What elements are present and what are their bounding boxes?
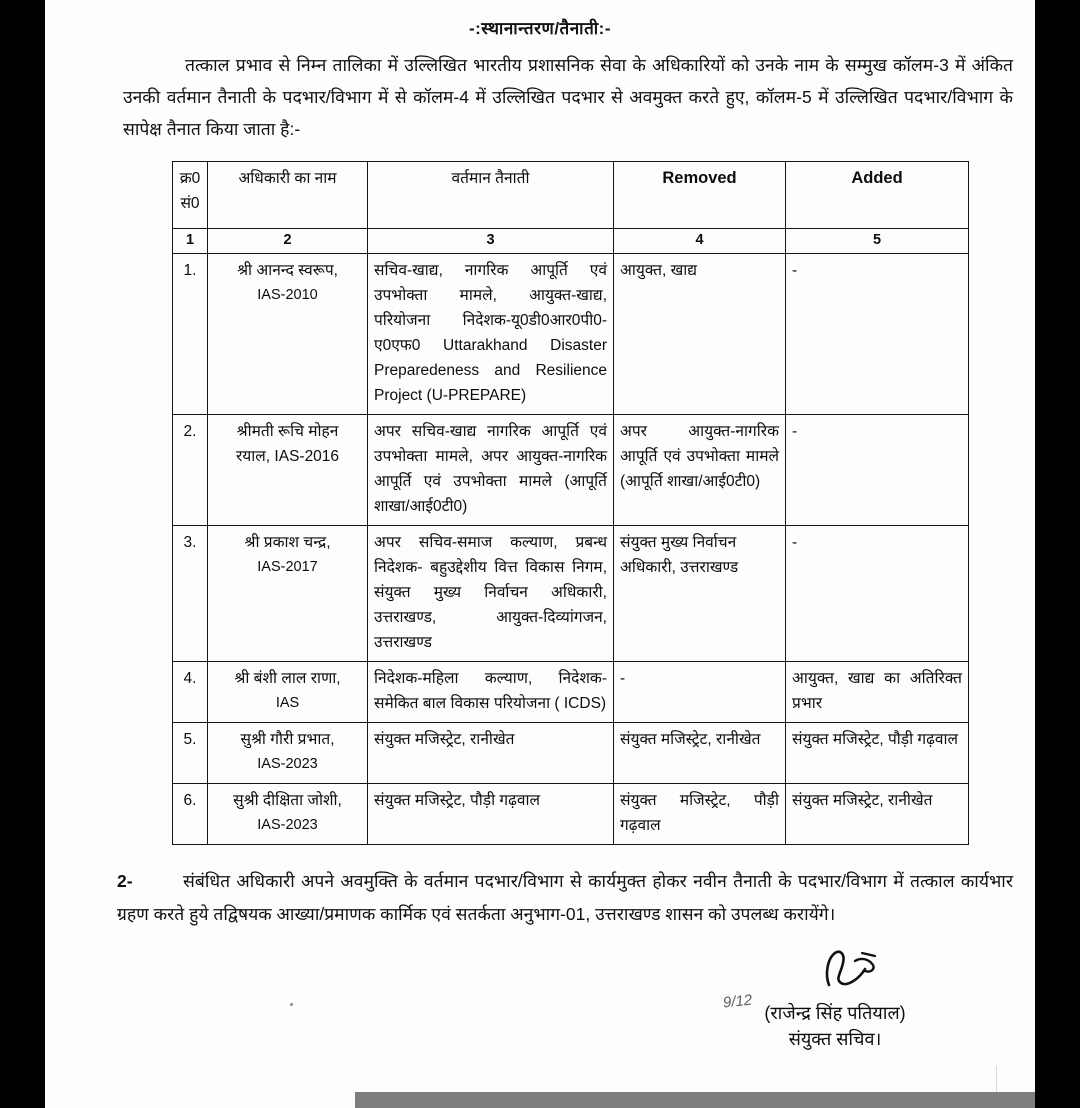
cell-current-posting: अपर सचिव-खाद्य नागरिक आपूर्ति एवं उपभोक्ता मामले, अपर आयुक्त-नागरिक आपूर्ति एवं उपभोक्ता मामले (आपूर्ति शाखा/आई0टी0) [368, 415, 614, 526]
clause-number: 2- [117, 871, 133, 891]
cell-officer [208, 784, 368, 845]
cell-added: - [786, 254, 969, 415]
officer-batch: IAS [275, 695, 300, 711]
transfer-table [172, 161, 969, 845]
column-header-current-posting: वर्तमान तैनाती [368, 162, 614, 229]
cell-officer [208, 415, 368, 526]
cell-added: आयुक्त, खाद्य का अतिरिक्त प्रभार [786, 662, 969, 723]
table-header-row [173, 162, 969, 229]
table-row [173, 415, 969, 526]
cell-removed: संयुक्त मजिस्ट्रेट, पौड़ी गढ़वाल [614, 784, 786, 845]
officer-batch: IAS-2023 [257, 817, 318, 833]
table-row [173, 784, 969, 845]
cell-current-posting: सचिव-खाद्य, नागरिक आपूर्ति एवं उपभोक्ता मामले, आयुक्त-खाद्य, परियोजना निदेशक-यू0डी0आर0पी0-ए0एफ0 Uttarakhand Disaster Preparedeness and Resilience Project (U-PREPARE) [368, 254, 614, 415]
closing-paragraph [117, 865, 1013, 931]
cell-removed: अपर आयुक्त-नागरिक आपूर्ति एवं उपभोक्ता मामले (आपूर्ति शाखा/आई0टी0) [614, 415, 786, 526]
column-number-4: 4 [614, 229, 786, 254]
officer-name: सुश्री दीक्षिता जोशी, [233, 792, 342, 809]
officer-batch: रयाल, IAS-2016 [235, 448, 340, 465]
column-header-removed: Removed [614, 162, 786, 229]
cell-current-posting: निदेशक-महिला कल्याण, निदेशक-समेकित बाल विकास परियोजना ( ICDS) [368, 662, 614, 723]
cell-added: संयुक्त मजिस्ट्रेट, पौड़ी गढ़वाल [786, 723, 969, 784]
cell-removed: संयुक्त मुख्य निर्वाचन अधिकारी, उत्तराखण्ड [614, 526, 786, 662]
transfer-table-wrapper [172, 161, 1013, 845]
cell-officer [208, 723, 368, 784]
column-number-row [173, 229, 969, 254]
cell-added: संयुक्त मजिस्ट्रेट, रानीखेत [786, 784, 969, 845]
cell-current-posting: अपर सचिव-समाज कल्याण, प्रबन्ध निदेशक- बहुउद्देशीय वित्त विकास निगम, संयुक्त मुख्य निर्वाचन अधिकारी, उत्तराखण्ड, आयुक्त-दिव्यांगजन, उत्तराखण्ड [368, 526, 614, 662]
scanner-bottom-bar [355, 1092, 1080, 1108]
signature-block [665, 975, 1005, 1051]
page-title: -:स्थानान्तरण/तैनाती:- [468, 19, 612, 38]
signatory-name: (राजेन्द्र सिंह पतियाल) [764, 1003, 906, 1023]
cell-serial: 1. [173, 254, 208, 415]
signatory-designation: संयुक्त सचिव। [788, 1029, 882, 1049]
column-header-serial: क्र0 सं0 [173, 162, 208, 229]
officer-name: श्री बंशी लाल राणा, [234, 670, 341, 687]
cell-serial: 3. [173, 526, 208, 662]
column-number-3: 3 [368, 229, 614, 254]
column-number-2: 2 [208, 229, 368, 254]
handwritten-date-mark: 9/12 [722, 991, 754, 1012]
scan-speck [290, 1003, 293, 1006]
officer-name: श्री प्रकाश चन्द्र, [244, 534, 331, 551]
cell-officer [208, 662, 368, 723]
column-header-added: Added [786, 162, 969, 229]
column-number-5: 5 [786, 229, 969, 254]
handwritten-signature-icon [815, 947, 885, 989]
closing-text: संबंधित अधिकारी अपने अवमुक्ति के वर्तमान पदभार/विभाग से कार्यमुक्त होकर नवीन तैनाती के पदभार/विभाग में तत्काल कार्यभार ग्रहण करते हुये तद्विषयक आख्या/प्रमाणक कार्मिक एवं सतर्कता अनुभाग-01, उत्तराखण्ड शासन को उपलब्ध करायेंगे। [117, 871, 1013, 924]
officer-batch: IAS-2017 [257, 559, 318, 575]
cell-current-posting: संयुक्त मजिस्ट्रेट, पौड़ी गढ़वाल [368, 784, 614, 845]
cell-removed: - [614, 662, 786, 723]
cell-current-posting: संयुक्त मजिस्ट्रेट, रानीखेत [368, 723, 614, 784]
cell-added: - [786, 415, 969, 526]
table-row [173, 662, 969, 723]
cell-serial: 2. [173, 415, 208, 526]
column-number-1: 1 [173, 229, 208, 254]
table-row [173, 526, 969, 662]
cell-removed: संयुक्त मजिस्ट्रेट, रानीखेत [614, 723, 786, 784]
document-page [45, 0, 1035, 1108]
scan-edge-tick [996, 1066, 997, 1092]
table-header [173, 162, 969, 254]
cell-officer [208, 526, 368, 662]
table-body [173, 254, 969, 845]
cell-serial: 5. [173, 723, 208, 784]
scan-letterbox-left [0, 0, 45, 1108]
cell-added: - [786, 526, 969, 662]
intro-text: तत्काल प्रभाव से निम्न तालिका में उल्लिखित भारतीय प्रशासनिक सेवा के अधिकारियों को उनके नाम के सम्मुख कॉलम-3 में अंकित उनकी वर्तमान तैनाती के पदभार/विभाग में से कॉलम-4 में उल्लिखित पदभार से अवमुक्त करते हुए, कॉलम-5 में उल्लिखित पदभार/विभाग के सापेक्ष तैनात किया जाता है:- [123, 55, 1013, 139]
table-row [173, 254, 969, 415]
officer-name: श्री आनन्द स्वरूप, [237, 262, 338, 279]
officer-name: श्रीमती रूचि मोहन [236, 423, 339, 440]
officer-batch: IAS-2023 [257, 756, 318, 772]
table-row [173, 723, 969, 784]
cell-officer [208, 254, 368, 415]
cell-serial: 4. [173, 662, 208, 723]
officer-batch: IAS-2010 [257, 287, 318, 303]
cell-serial: 6. [173, 784, 208, 845]
column-header-officer-name: अधिकारी का नाम [208, 162, 368, 229]
intro-paragraph [123, 49, 1013, 145]
officer-name: सुश्री गौरी प्रभात, [240, 731, 335, 748]
scan-letterbox-right [1035, 0, 1080, 1108]
cell-removed: आयुक्त, खाद्य [614, 254, 786, 415]
